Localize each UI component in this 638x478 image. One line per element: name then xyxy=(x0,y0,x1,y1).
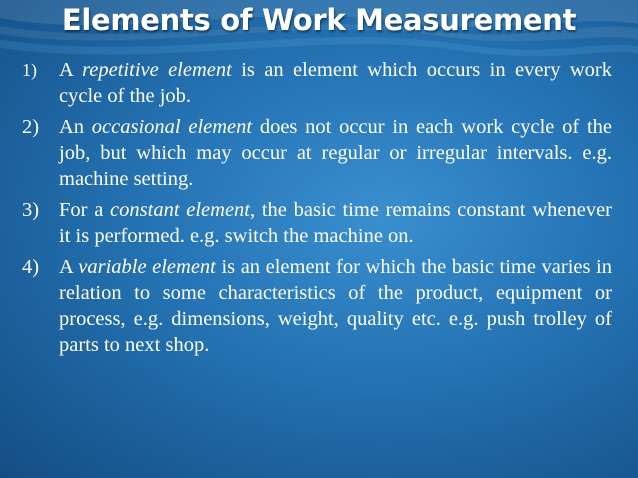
item-term: occasional element xyxy=(91,116,253,138)
item-term: repetitive element xyxy=(82,59,232,81)
item-number: 4) xyxy=(22,256,40,278)
item-text-after: is an element for which the basic time varies in relation to some characteristics of the product, equipment or process, e.g. dimensions, weight, quality etc. e.g. push trolley of parts to next shop. xyxy=(59,256,612,356)
item-text-before: A xyxy=(59,256,79,278)
list-item-occasional xyxy=(22,114,612,192)
item-term: variable element xyxy=(78,256,216,278)
item-number: 3) xyxy=(22,199,40,221)
list-item-variable xyxy=(22,254,612,358)
element-list xyxy=(22,57,612,363)
item-text-after: is an element which occurs in every work cycle of the job. xyxy=(59,59,613,107)
item-text-before: For a xyxy=(59,199,111,221)
item-term: constant element xyxy=(110,199,250,221)
item-text-before: A xyxy=(59,59,83,81)
slide-title: Elements of Work Measurement xyxy=(61,3,577,37)
item-text-after: does not occur in each work cycle of the job, but which may occur at regular or irregular intervals. e.g. machine setting. xyxy=(59,116,612,190)
item-number: 2) xyxy=(22,116,40,138)
item-number: 1) xyxy=(22,60,37,80)
item-text-before: An xyxy=(59,116,92,138)
item-text-after: , the basic time remains constant whenever it is performed. e.g. switch the machine on. xyxy=(59,199,612,247)
list-item-repetitive xyxy=(22,57,612,109)
list-item-constant xyxy=(22,197,612,249)
